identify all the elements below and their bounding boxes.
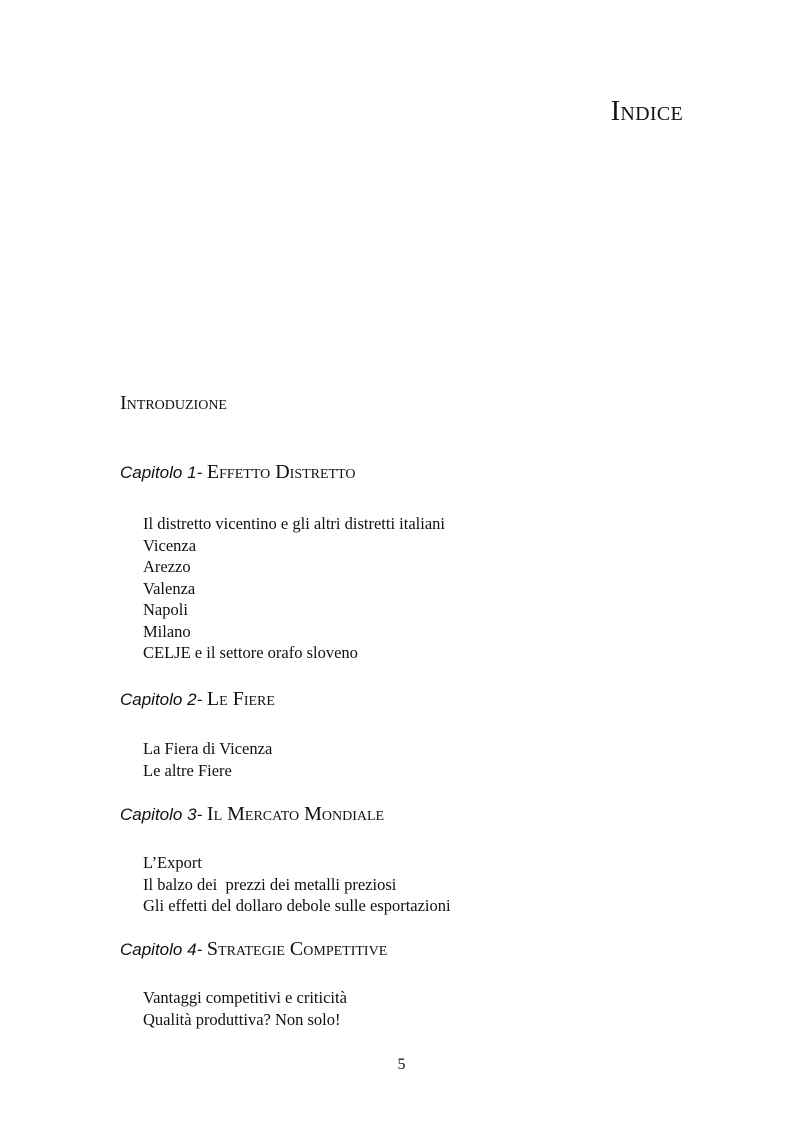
page-number: 5 — [397, 1056, 406, 1073]
toc-item: Vicenza — [143, 535, 197, 555]
chapter-2-separator: - — [196, 690, 203, 709]
chapter-3-separator: - — [196, 805, 203, 824]
chapter-4-heading — [120, 938, 387, 961]
chapter-4-title: Strategie Competitive — [206, 938, 388, 960]
toc-item: Vantaggi competitivi e criticità — [143, 988, 347, 1007]
chapter-1-label: Capitolo 1 — [120, 463, 197, 482]
toc-item: Le altre Fiere — [143, 760, 232, 780]
chapter-2-heading — [120, 688, 275, 711]
chapter-1-items — [143, 513, 445, 664]
toc-item: Arezzo — [143, 557, 191, 576]
introduction-heading: Introduzione — [120, 392, 227, 414]
chapter-4-items — [143, 987, 347, 1030]
toc-item: Il distretto vicentino e gli altri distretti italiani — [143, 514, 445, 533]
chapter-2-items — [143, 738, 272, 781]
toc-item: CELJE e il settore orafo sloveno — [143, 643, 358, 662]
toc-item: La Fiera di Vicenza — [143, 739, 273, 758]
chapter-3-title: Il Mercato Mondiale — [206, 803, 385, 825]
chapter-4-separator: - — [196, 940, 203, 959]
chapter-1-separator: - — [196, 463, 203, 482]
chapter-1-heading — [120, 461, 356, 484]
chapter-4-label: Capitolo 4 — [120, 940, 197, 959]
toc-item: Valenza — [143, 578, 196, 598]
chapter-3-heading — [120, 803, 384, 826]
chapter-1-title: Effetto Distretto — [206, 461, 356, 483]
toc-item: L’Export — [143, 853, 202, 872]
toc-item: Napoli — [143, 600, 188, 619]
chapter-2-title: Le Fiere — [206, 688, 275, 710]
toc-item: Il balzo dei prezzi dei metalli preziosi — [143, 874, 397, 894]
chapter-3-label: Capitolo 3 — [120, 805, 197, 824]
chapter-2-label: Capitolo 2 — [120, 690, 197, 709]
chapter-3-items — [143, 852, 451, 917]
toc-item: Qualità produttiva? Non solo! — [143, 1009, 341, 1029]
toc-item: Milano — [143, 621, 191, 641]
toc-item: Gli effetti del dollaro debole sulle esportazioni — [143, 896, 451, 915]
page-title: Indice — [610, 96, 683, 127]
